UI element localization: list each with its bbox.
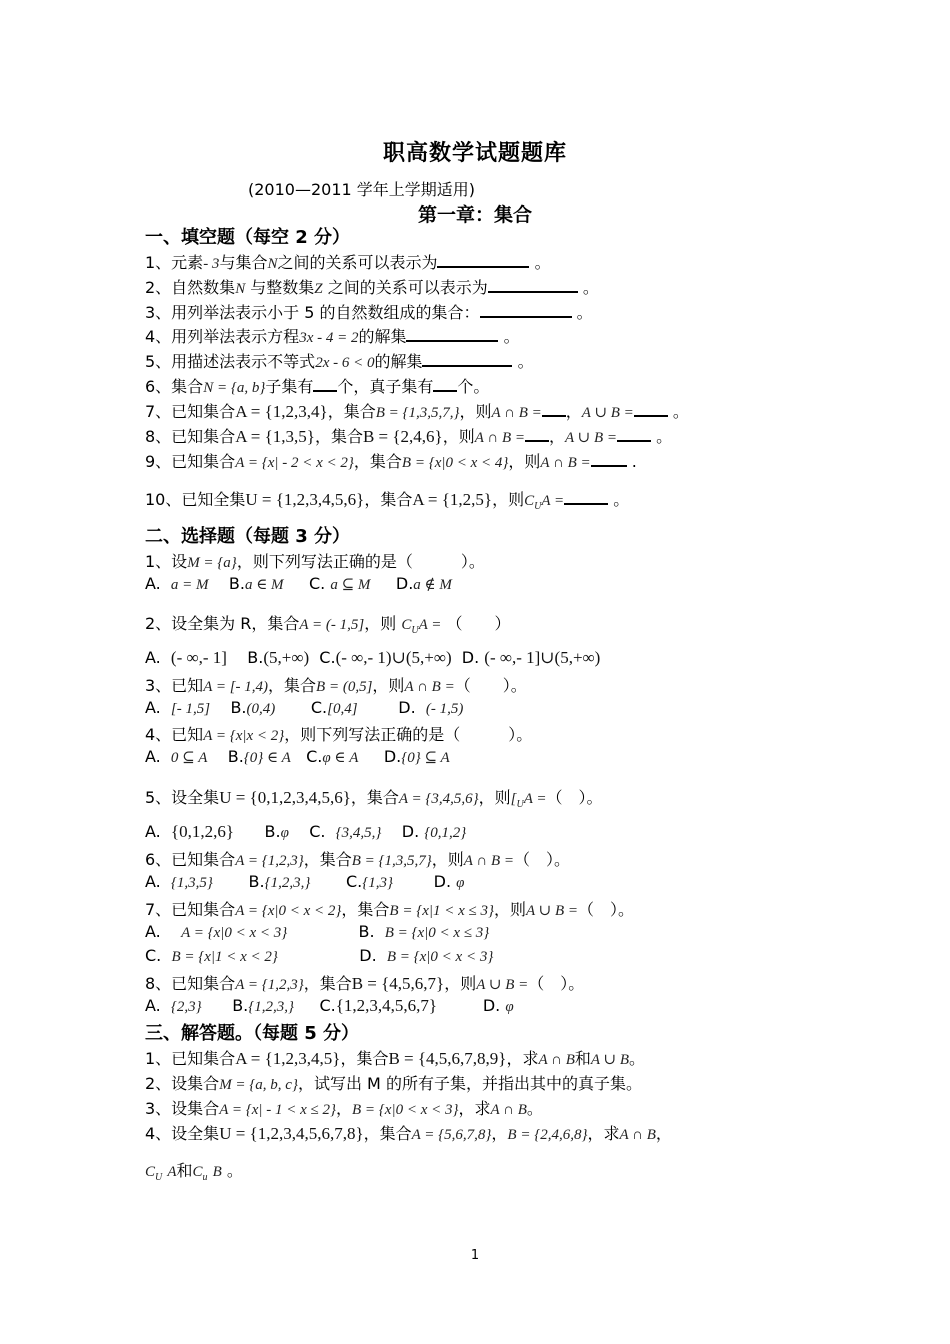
option-label: B.	[264, 822, 281, 841]
fill-q2	[145, 275, 599, 298]
choice-q7-options-cd	[145, 946, 493, 966]
text: 。	[512, 352, 534, 371]
text: 6、已知集合	[145, 850, 236, 869]
choice-q6-options	[145, 872, 464, 892]
text: ，集合	[364, 490, 413, 509]
option-value: (- ∞,- 1)∪(5,+∞)	[335, 648, 452, 667]
chapter-heading: 第一章：集合	[417, 204, 532, 226]
math: A = {x|0 < x < 2}	[235, 903, 342, 919]
math: A = [- 1,4)	[203, 679, 269, 695]
choice-q1-options	[145, 574, 452, 594]
math: M = {a}	[187, 555, 237, 571]
math: C	[145, 1164, 156, 1180]
option-label: C.	[309, 574, 326, 593]
text: 4、设全集	[145, 1124, 220, 1143]
choice-q2-stem	[145, 611, 510, 636]
option-label: C.	[345, 872, 363, 891]
fill-q7	[145, 399, 689, 422]
math: B	[212, 1164, 222, 1180]
text: 7、已知集合	[145, 900, 236, 919]
math: U = {0,1,2,3,4,5,6}	[219, 788, 351, 807]
math: A ∩ B	[538, 1052, 575, 1068]
text: 2、设全集为 R，集合	[145, 614, 300, 633]
option-value: (- ∞,- 1]∪(5,+∞)	[484, 648, 601, 667]
math: B = {2,4,6}	[362, 427, 443, 446]
option-label: C.	[145, 946, 162, 965]
text: 和	[574, 1049, 591, 1068]
text: 3、已知	[145, 676, 204, 695]
math: C	[401, 617, 412, 633]
math-subscript: U	[534, 501, 542, 513]
text: ，试写出 M 的所有子集，并指出其中的真子集。	[297, 1074, 642, 1093]
text: ，则	[508, 452, 541, 471]
option-label: D.	[482, 996, 501, 1015]
choice-q3-options	[145, 698, 463, 718]
math: C	[192, 1164, 203, 1180]
math: B = (0,5]	[316, 679, 373, 695]
text: 。	[526, 1099, 543, 1118]
choice-q4-options	[145, 747, 450, 767]
answer-blank[interactable]	[634, 401, 668, 417]
answer-blank[interactable]	[564, 489, 608, 505]
choice-q1-stem	[145, 549, 485, 572]
answer-q2	[145, 1071, 642, 1094]
option-label: A.	[145, 648, 161, 667]
text: 3、用列举法表示小于 5 的自然数组成的集合：	[145, 303, 480, 322]
text: 4、用列举法表示方程	[145, 327, 300, 346]
math: B = {x|0 < x < 3}	[352, 1102, 459, 1118]
option-value: [0,4]	[327, 701, 358, 717]
text: （ ）	[446, 614, 511, 633]
fill-q9	[145, 449, 637, 472]
text: 1、元素	[145, 253, 204, 272]
option-value: {1,3}	[362, 875, 393, 891]
text: （ ）。	[528, 974, 585, 993]
math: U = {1,2,3,4,5,6}	[245, 490, 365, 509]
text: ，则下列写法正确的是（ ）。	[284, 725, 533, 744]
math: A ∩ B =	[540, 455, 591, 471]
text: 2、设集合	[145, 1074, 220, 1093]
math: A = {3,4,5,6}	[398, 791, 479, 807]
fill-q10	[145, 487, 629, 512]
choice-q4-stem	[145, 722, 532, 745]
text: 。	[226, 1161, 243, 1180]
text: ，	[655, 1124, 672, 1143]
text: （ ）。	[454, 676, 527, 695]
option-value: B = {x|1 < x < 2}	[171, 949, 278, 965]
math-subscript: U	[516, 799, 524, 811]
text: ，则	[364, 614, 397, 633]
option-label: D.	[398, 698, 416, 717]
math: B = {x|1 < x ≤ 3}	[389, 903, 494, 919]
math: A = {5,6,7,8}	[411, 1127, 492, 1143]
text: ，求	[587, 1124, 620, 1143]
choice-q3-stem	[145, 673, 527, 696]
text: 。	[498, 327, 520, 346]
option-value: {3,4,5,}	[335, 825, 382, 841]
text: 7、已知集合	[145, 402, 236, 421]
answer-q3	[145, 1096, 543, 1119]
answer-blank[interactable]	[480, 302, 572, 318]
text: ，则	[444, 974, 477, 993]
math: A = {1,2,3,4,5}	[235, 1049, 341, 1068]
math: 3x - 4 = 2	[299, 330, 359, 346]
option-value: (- ∞,- 1]	[170, 648, 227, 667]
option-value: B = {x|0 < x ≤ 3}	[384, 925, 490, 941]
option-value: {1,2,3,4,5,6,7}	[335, 996, 438, 1015]
math: A ∩ B =	[463, 853, 515, 869]
option-value: {1,2,3,}	[264, 875, 311, 891]
text: （ ）。	[546, 788, 603, 807]
math: A =	[541, 493, 565, 509]
math: U = {1,2,3,4,5,6,7,8}	[219, 1124, 364, 1143]
math: A ∩ B	[619, 1127, 656, 1143]
text: 之间的关系可以表示为	[322, 278, 488, 297]
text: 与整数集	[245, 278, 315, 297]
text: 。	[608, 490, 630, 509]
option-value: {1,2,3,}	[248, 999, 294, 1015]
answer-blank[interactable]	[422, 351, 512, 367]
page-title: 职高数学试题题库	[382, 141, 567, 166]
text: ，集合	[350, 788, 399, 807]
choice-q2-options	[145, 648, 600, 668]
text: 6、集合	[145, 377, 204, 396]
math: B = {1,3,5,7,}	[375, 405, 460, 421]
math: Z	[314, 281, 323, 297]
option-value: (5,+∞)	[263, 648, 310, 667]
math: A	[167, 1164, 177, 1180]
fill-q8	[145, 424, 672, 447]
text: 8、已知集合	[145, 974, 236, 993]
option-value: {0,1,2,6}	[170, 822, 234, 841]
text: ，则	[492, 490, 525, 509]
fill-q4	[145, 324, 520, 347]
text: ，则	[493, 900, 526, 919]
math: N	[267, 256, 278, 272]
math: A ∪ B =	[476, 977, 529, 993]
text: 5、用描述法表示不等式	[145, 352, 316, 371]
option-label: B.	[248, 872, 265, 891]
math: A ∩ B =	[404, 679, 455, 695]
choice-q7-stem	[145, 897, 634, 920]
option-label: A.	[145, 872, 161, 891]
text: ，集合	[353, 452, 402, 471]
option-value: a = M	[170, 577, 209, 593]
math-subscript: U	[411, 625, 419, 637]
choice-q8-stem	[145, 971, 584, 994]
text: 。	[529, 253, 551, 272]
option-value: 0 ⊆ A	[170, 750, 208, 766]
text: ，集合	[303, 974, 352, 993]
answer-blank[interactable]	[591, 451, 627, 467]
option-label: D.	[401, 822, 420, 841]
option-label: C.	[309, 822, 326, 841]
text: ，求	[458, 1099, 491, 1118]
text: ，集合	[327, 402, 376, 421]
answer-blank[interactable]	[433, 376, 457, 392]
answer-q1	[145, 1046, 645, 1069]
subtitle: (2010—2011 学年上学期适用)	[248, 180, 476, 199]
option-value: A = {x|0 < x < 3}	[181, 925, 288, 941]
option-label: A.	[145, 574, 161, 593]
option-value: {0} ∈ A	[243, 750, 291, 766]
math: A ∪ B =	[581, 405, 634, 421]
choice-q5-stem	[145, 785, 603, 810]
math: A = {1,2,5}	[412, 490, 493, 509]
fill-q3	[145, 300, 593, 323]
text: 。	[629, 1049, 646, 1068]
text: ，则	[442, 427, 475, 446]
text: 。	[577, 278, 599, 297]
option-value: {2,3}	[170, 999, 202, 1015]
text: （ ）。	[578, 900, 635, 919]
option-label: D.	[395, 574, 414, 593]
math: A = {x|x < 2}	[203, 728, 285, 744]
answer-blank[interactable]	[525, 426, 549, 442]
math: C	[524, 493, 535, 509]
option-label: C.	[306, 747, 323, 766]
text: 5、设全集	[145, 788, 220, 807]
math: A =	[523, 791, 547, 807]
text: 3、设集合	[145, 1099, 220, 1118]
math: B = {4,5,6,7}	[351, 974, 445, 993]
math: A ∪ B	[590, 1052, 629, 1068]
text: 和	[176, 1161, 193, 1180]
math-subscript: U	[155, 1172, 163, 1184]
math: A = {x| - 1 < x ≤ 2}	[219, 1102, 336, 1118]
answer-blank[interactable]	[313, 376, 337, 392]
answer-blank[interactable]	[437, 252, 529, 268]
option-value: B = {x|0 < x < 3}	[386, 949, 494, 965]
choice-q8-options	[145, 996, 514, 1016]
option-label: A.	[145, 822, 161, 841]
text: ，则	[459, 402, 492, 421]
fill-q5	[145, 349, 534, 372]
math: [	[510, 791, 517, 807]
answer-blank[interactable]	[542, 401, 566, 417]
math: A = (- 1,5]	[299, 617, 365, 633]
text: 。	[571, 303, 593, 322]
text: 1、已知集合	[145, 1049, 236, 1068]
answer-blank[interactable]	[488, 277, 578, 293]
text: ，则	[478, 788, 511, 807]
text: ，集合	[363, 1124, 412, 1143]
math: B = {1,3,5,7}	[351, 853, 432, 869]
option-label: B.	[227, 747, 244, 766]
choice-q5-options	[145, 822, 466, 842]
math: M = {a, b, c}	[219, 1077, 298, 1093]
math-subscript: u	[202, 1172, 208, 1184]
section-fill-heading: 一、填空题（每空 2 分）	[145, 227, 351, 248]
math: B = {2,4,6,8}	[507, 1127, 588, 1143]
math: B = {4,5,6,7,8,9}	[388, 1049, 507, 1068]
option-value: (- 1,5)	[425, 701, 464, 717]
option-value: a ∈ M	[244, 577, 284, 593]
answer-q4	[145, 1121, 672, 1144]
option-label: B.	[230, 698, 247, 717]
option-label: C.	[319, 996, 336, 1015]
fill-q1	[145, 250, 551, 273]
answer-q4-continued	[145, 1158, 243, 1183]
text: .	[626, 452, 637, 471]
math: A =	[418, 617, 442, 633]
math: A ∩ B =	[491, 405, 542, 421]
text: ，集合	[340, 1049, 389, 1068]
text: ，	[565, 402, 582, 421]
text: ，则	[431, 850, 464, 869]
text: 的解集	[358, 327, 407, 346]
option-value: φ	[456, 875, 465, 891]
choice-q7-options-ab	[145, 922, 489, 942]
text: ，集合	[303, 850, 352, 869]
option-value: φ ∈ A	[322, 750, 359, 766]
page-number: 1	[470, 1248, 480, 1263]
fill-q6	[145, 374, 489, 397]
choice-q6-stem	[145, 847, 570, 870]
math: N	[235, 281, 246, 297]
option-label: D.	[359, 946, 377, 965]
text: ，	[491, 1124, 508, 1143]
answer-blank[interactable]	[406, 326, 498, 342]
text: 10、已知全集	[145, 490, 246, 509]
option-label: A.	[145, 698, 161, 717]
option-value: a ∉ M	[413, 577, 452, 593]
math: A = {1,2,3}	[235, 977, 304, 993]
math: N = {a, b}	[203, 380, 266, 396]
text: 4、已知	[145, 725, 204, 744]
text: 之间的关系可以表示为	[277, 253, 438, 272]
option-value: (0,4)	[246, 701, 276, 717]
text: ，集合	[268, 676, 317, 695]
math: 2x - 6 < 0	[315, 355, 375, 371]
text: 8、已知集合	[145, 427, 236, 446]
text: ，则	[372, 676, 405, 695]
option-label: C.	[310, 698, 328, 717]
math: A ∩ B =	[474, 430, 525, 446]
option-label: B.	[232, 996, 249, 1015]
text: 的解集	[374, 352, 423, 371]
text: ，	[548, 427, 565, 446]
math: - 3	[203, 256, 220, 272]
option-value: {1,3,5}	[170, 875, 213, 891]
math: A = {x| - 2 < x < 2}	[235, 455, 354, 471]
math: A = {1,2,3}	[235, 853, 304, 869]
math: A = {1,3,5}	[235, 427, 315, 446]
math: A ∩ B	[490, 1102, 527, 1118]
math: B = {x|0 < x < 4}	[401, 455, 509, 471]
option-value: {0} ⊆ A	[401, 750, 450, 766]
option-value: φ	[280, 825, 289, 841]
text: 子集有	[265, 377, 314, 396]
option-value: φ	[505, 999, 514, 1015]
text: （ ）。	[514, 850, 571, 869]
option-label: C.	[319, 648, 336, 667]
text: 与集合	[219, 253, 268, 272]
option-value: a ⊆ M	[330, 577, 371, 593]
text: 9、已知集合	[145, 452, 236, 471]
text: ，集合	[314, 427, 363, 446]
option-label: A.	[145, 922, 161, 941]
option-label: A.	[145, 747, 161, 766]
option-label: B.	[358, 922, 375, 941]
option-label: B.	[247, 648, 264, 667]
text: ，求	[506, 1049, 539, 1068]
text: 。	[667, 402, 689, 421]
text: 1、设	[145, 552, 188, 571]
option-label: B.	[228, 574, 245, 593]
text: ，则下列写法正确的是（ ）。	[236, 552, 485, 571]
text: 。	[651, 427, 673, 446]
section-choice-heading: 二、选择题（每题 3 分）	[145, 526, 351, 547]
text: 个，真子集有	[337, 377, 434, 396]
math: A ∪ B =	[526, 903, 578, 919]
option-value: [- 1,5]	[170, 701, 211, 717]
text: ，	[336, 1099, 353, 1118]
text: 2、自然数集	[145, 278, 236, 297]
math: A = {1,2,3,4}	[235, 402, 328, 421]
text: ，集合	[341, 900, 390, 919]
section-answer-heading: 三、解答题。（每题 5 分）	[145, 1023, 360, 1044]
option-value: {0,1,2}	[424, 825, 467, 841]
answer-blank[interactable]	[617, 426, 651, 442]
option-label: A.	[145, 996, 161, 1015]
math: A ∪ B =	[565, 430, 617, 446]
option-label: D.	[383, 747, 402, 766]
option-label: D.	[433, 872, 452, 891]
option-label: D.	[461, 648, 480, 667]
text: 个。	[457, 377, 490, 396]
